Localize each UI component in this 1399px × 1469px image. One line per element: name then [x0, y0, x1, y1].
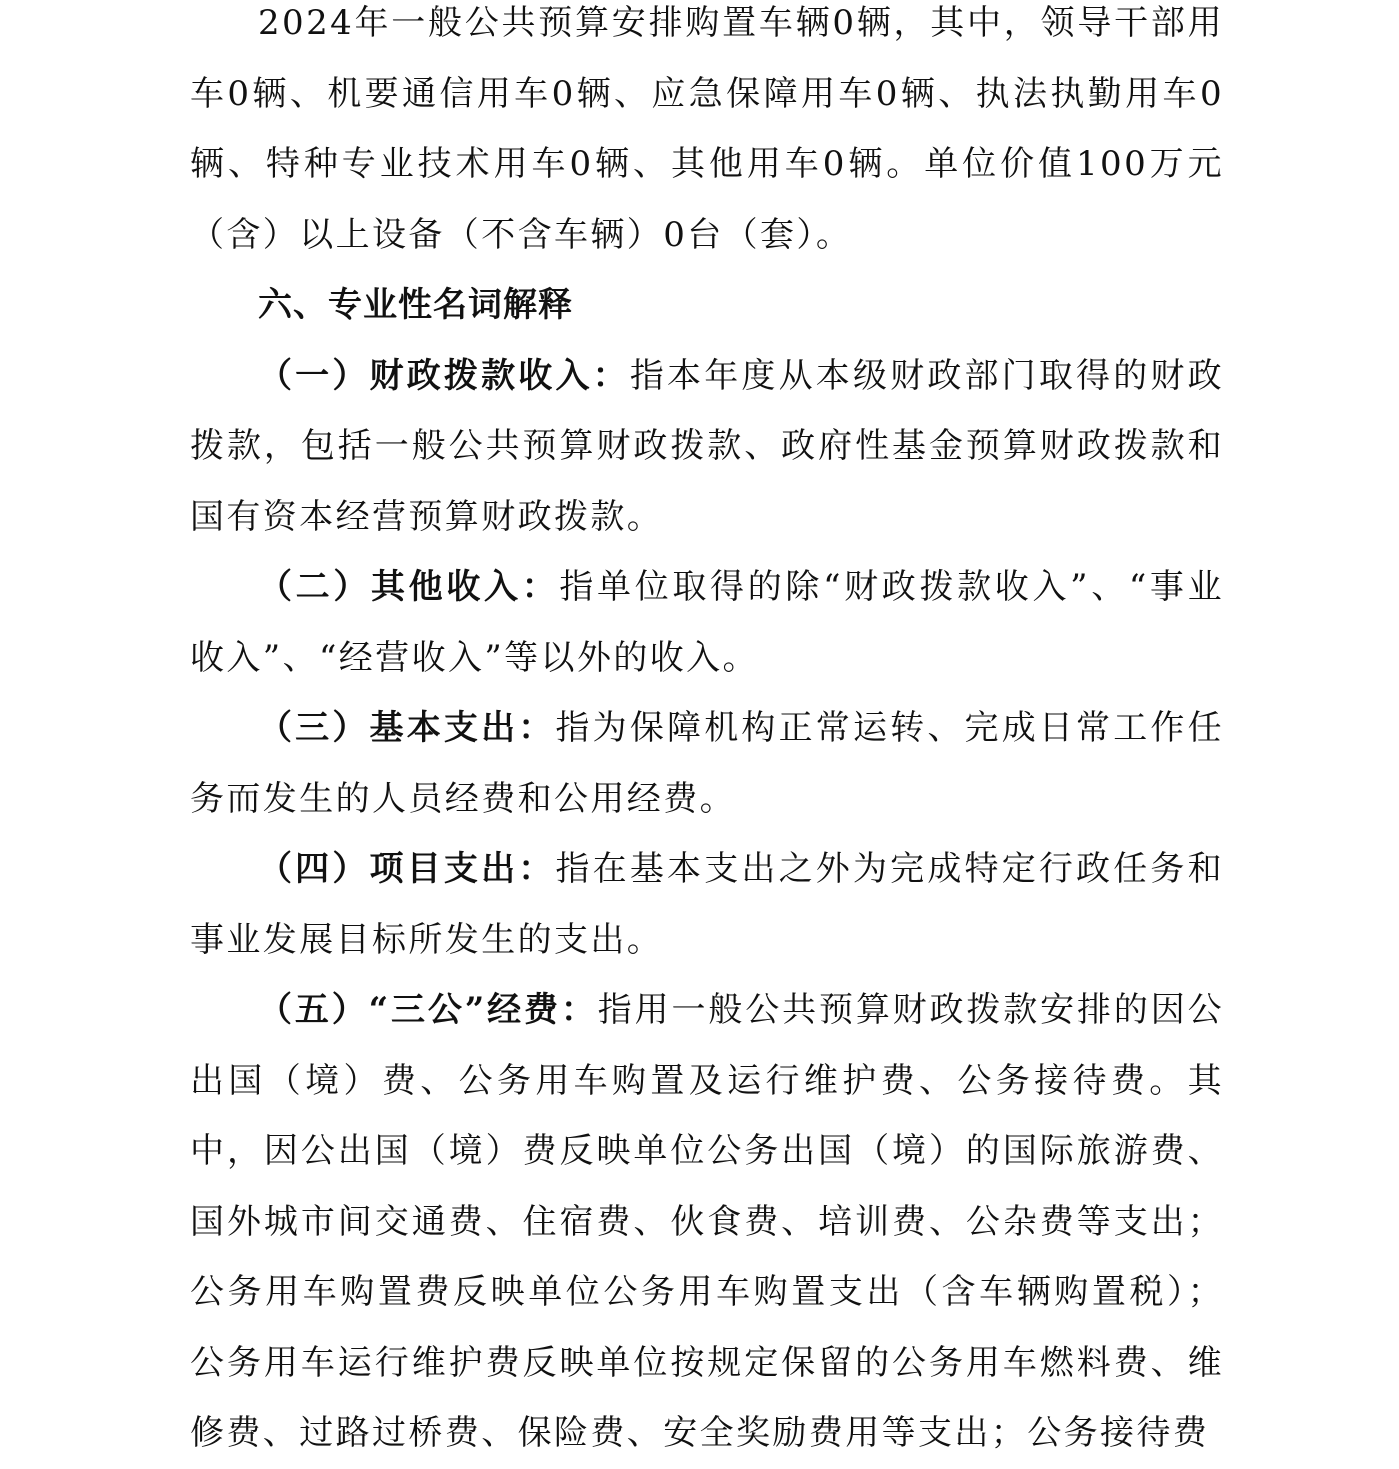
definition-term: （四）项目支出： [258, 849, 556, 889]
definition-project-expenditure [190, 834, 1224, 975]
definition-term: （二）其他收入： [258, 567, 560, 607]
definition-term: （一）财政拨款收入： [258, 355, 630, 396]
definition-other-income [190, 552, 1224, 693]
section-heading: 六、专业性名词解释 [258, 285, 573, 325]
definition-text: 指在基本支出之外为完成特定行政任务和事业发展目标所发生的支出。 [190, 849, 1225, 960]
definition-term: （三）基本支出： [258, 708, 556, 748]
document-page [190, 0, 1224, 1469]
definition-fiscal-appropriation [190, 341, 1224, 553]
definition-term: （五）“三公”经费： [258, 990, 598, 1030]
definition-three-public-expenses [190, 975, 1224, 1469]
paragraph-vehicle-purchase: 2024年一般公共预算安排购置车辆0辆，其中，领导干部用车0辆、机要通信用车0辆、应急保障用车0辆、执法执勤用车0辆、特种专业技术用车0辆、其他用车0辆。单位价值100万元（含）以上设备（不含车辆）0台（套）。 [190, 3, 1224, 255]
definition-basic-expenditure [190, 693, 1224, 834]
definition-text: 指单位取得的除“财政拨款收入”、“事业收入”、“经营收入”等以外的收入。 [190, 567, 1224, 678]
definition-text: 指用一般公共预算财政拨款安排的因公出国（境）费、公务用车购置及运行维护费、公务接待费。其中，因公出国（境）费反映单位公务出国（境）的国际旅游费、国外城市间交通费、住宿费、伙食费、培训费、公杂费等支出；公务用车购置费反映单位公务用车购置支出（含车辆购置税）；公务用车运行维护费反映单位按规定保留的公务用车燃料费、维修费、过路过桥费、保险费、安全奖励费用等支出；公务接待费 [190, 990, 1224, 1453]
definition-text: 指为保障机构正常运转、完成日常工作任务而发生的人员经费和公用经费。 [190, 708, 1225, 819]
definition-text: 指本年度从本级财政部门取得的财政拨款，包括一般公共预算财政拨款、政府性基金预算财政拨款和国有资本经营预算财政拨款。 [190, 355, 1224, 537]
